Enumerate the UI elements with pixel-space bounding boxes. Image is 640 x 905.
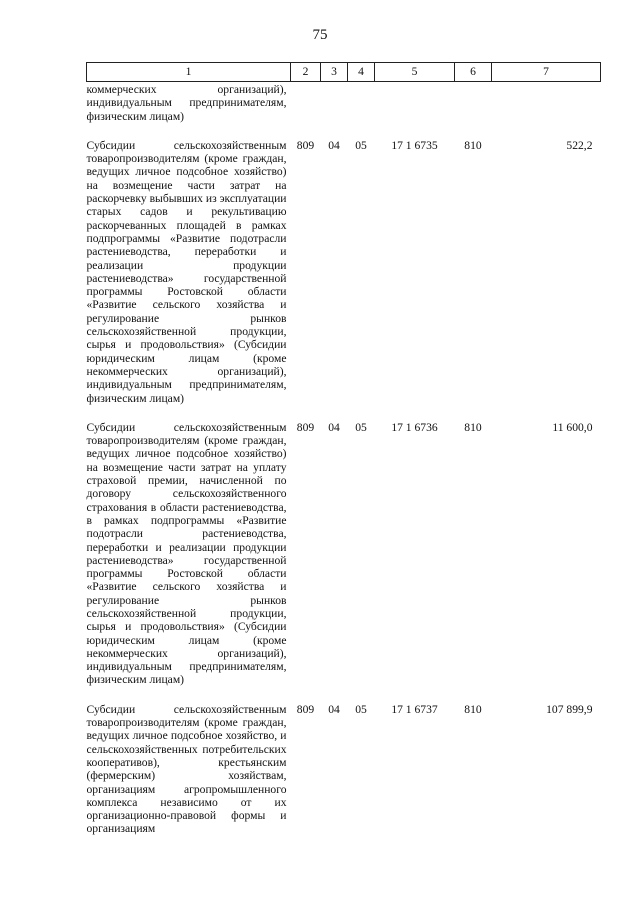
row-type: 810	[464, 420, 482, 434]
row-type: 810	[464, 702, 482, 716]
row-description: Субсидии сельскохозяйственным товаропроизводителям (кроме граждан, ведущих личное подсобное хозяйство) на возмещение части затрат на уплату страховой премии, начисленной по договору сельскохозяйственного страхования в области растениеводства, в рамках подпрограммы «Развитие подотрасли растениеводства, переработки и реализации продукции растениеводства» государственной программы Ростовской области «Развитие сельского хозяйства и регулирование рынков сельскохозяйственной продукции, сырья и продовольствия» (Субсидии юридическим лицам (кроме некоммерческих организаций), индивидуальным предпринимателям, физическим лицам)	[86, 420, 287, 687]
row-subsection: 05	[355, 420, 367, 434]
row-code: 809	[296, 702, 315, 716]
row-type: 810	[464, 138, 482, 152]
budget-table	[86, 62, 601, 836]
row-amount: 522,2	[566, 138, 593, 152]
row-code: 809	[296, 420, 315, 434]
row-target: 17 1 6737	[391, 702, 438, 716]
page-number: 75	[312, 27, 328, 43]
row-section: 04	[328, 138, 340, 152]
row-subsection: 05	[355, 138, 367, 152]
header-col-4: 4	[348, 63, 375, 82]
row-description: коммерческих организаций), индивидуальным предпринимателям, физическим лицам)	[86, 83, 287, 123]
header-row	[87, 63, 601, 82]
row-section: 04	[328, 420, 340, 434]
table-row	[87, 421, 601, 687]
row-amount: 107 899,9	[546, 702, 593, 716]
row-target: 17 1 6735	[391, 138, 438, 152]
header-col-7: 7	[492, 63, 601, 82]
header-col-3: 3	[321, 63, 348, 82]
row-section: 04	[328, 702, 340, 716]
header-col-2: 2	[291, 63, 321, 82]
row-subsection: 05	[355, 702, 367, 716]
table-row	[87, 139, 601, 405]
row-description: Субсидии сельскохозяйственным товаропроизводителям (кроме граждан, ведущих личное подсобное хозяйство) на возмещение части затрат на раскорчевку выбывших из эксплуатации старых садов и рекультивацию раскорчеванных площадей в рамках подпрограммы «Развитие подотрасли растениеводства, переработки и реализации продукции растениеводства» государственной программы Ростовской области «Развитие сельского хозяйства и регулирование рынков сельскохозяйственной продукции, сырья и продовольствия» (Субсидии юридическим лицам (кроме некоммерческих организаций), индивидуальным предпринимателям, физическим лицам)	[86, 138, 287, 405]
row-description: Субсидии сельскохозяйственным товаропроизводителям (кроме граждан, ведущих личное подсобное хозяйство, и сельскохозяйственных потребительских кооперативов), крестьянским (фермерским) хозяйствам, организациям агропромышленного комплекса независимо от их организационно-правовой формы и организациям	[86, 702, 287, 836]
table-row-continuation	[87, 82, 601, 123]
header-col-6: 6	[455, 63, 492, 82]
row-amount: 11 600,0	[552, 420, 593, 434]
table-row	[87, 703, 601, 836]
row-code: 809	[296, 138, 315, 152]
header-col-5: 5	[375, 63, 455, 82]
header-col-1: 1	[87, 63, 291, 82]
row-target: 17 1 6736	[391, 420, 438, 434]
